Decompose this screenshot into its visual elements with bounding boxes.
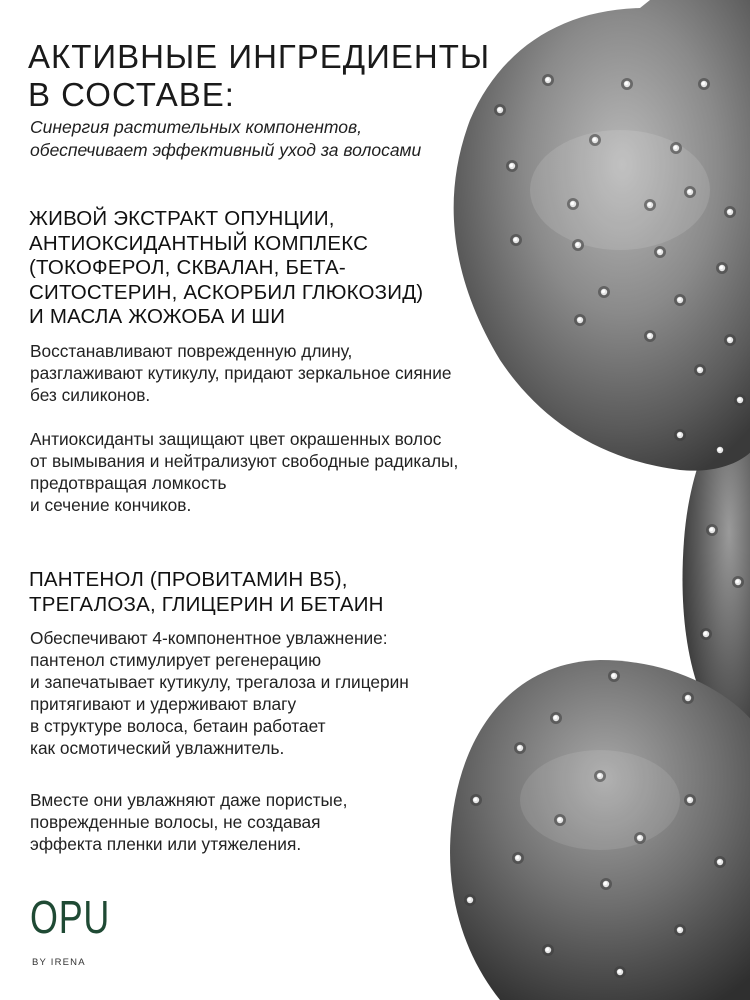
brand-logo-wordmark: OPU (30, 891, 111, 943)
paragraph-line: эффекта пленки или утяжеления. (30, 834, 302, 854)
paragraph-line: в структуре волоса, бетаин работает (30, 716, 326, 736)
brand-logo (30, 893, 110, 968)
subtitle-line: Синергия растительных компонентов, (30, 117, 362, 137)
paragraph-line: от вымывания и нейтрализуют свободные радикалы, (30, 451, 459, 471)
paragraph-line: пантенол стимулирует регенерацию (30, 650, 322, 670)
heading-line: СИТОСТЕРИН, АСКОРБИЛ ГЛЮКОЗИД) (29, 280, 424, 304)
heading-line: ЖИВОЙ ЭКСТРАКТ ОПУНЦИИ, (29, 207, 335, 230)
page-title (28, 38, 548, 114)
section2-paragraph-1 (30, 627, 409, 759)
heading-line: (ТОКОФЕРОЛ, СКВАЛАН, БЕТА- (29, 256, 346, 279)
heading-line: ПАНТЕНОЛ (ПРОВИТАМИН B5), (29, 568, 348, 591)
paragraph-line: без силиконов. (30, 385, 151, 405)
paragraph-line: Обеспечивают 4-компонентное увлажнение: (30, 628, 388, 648)
brand-logo-tagline: BY IRENA (32, 957, 86, 968)
section1-paragraph-1 (30, 340, 451, 406)
heading-line: И МАСЛА ЖОЖОБА И ШИ (29, 305, 286, 328)
paragraph-line: и сечение кончиков. (30, 495, 192, 515)
paragraph-line: Вместе они увлажняют даже пористые, (30, 790, 348, 810)
paragraph-line: разглаживают кутикулу, придают зеркальное сияние (30, 363, 452, 383)
section2-paragraph-2 (30, 789, 347, 855)
paragraph-line: как осмотический увлажнитель. (30, 738, 285, 758)
paragraph-line: притягивают и удерживают влагу (30, 694, 297, 714)
heading-line: АНТИОКСИДАНТНЫЙ КОМПЛЕКС (29, 231, 369, 255)
section1-heading (29, 207, 423, 330)
page-subtitle (30, 116, 500, 162)
subtitle-line: обеспечивает эффективный уход за волосами (30, 140, 422, 160)
section2-heading (29, 568, 384, 617)
title-line: В СОСТАВЕ: (28, 76, 235, 113)
paragraph-line: Восстанавливают поврежденную длину, (30, 341, 353, 361)
paragraph-line: и запечатывает кутикулу, трегалоза и глицерин (30, 672, 409, 692)
heading-line: ТРЕГАЛОЗА, ГЛИЦЕРИН И БЕТАИН (29, 592, 384, 616)
title-line: АКТИВНЫЕ ИНГРЕДИЕНТЫ (28, 38, 491, 75)
paragraph-line: Антиоксиданты защищают цвет окрашенных волос (30, 429, 442, 449)
paragraph-line: поврежденные волосы, не создавая (30, 812, 321, 832)
paragraph-line: предотвращая ломкость (30, 473, 227, 493)
section1-paragraph-2 (30, 428, 458, 516)
